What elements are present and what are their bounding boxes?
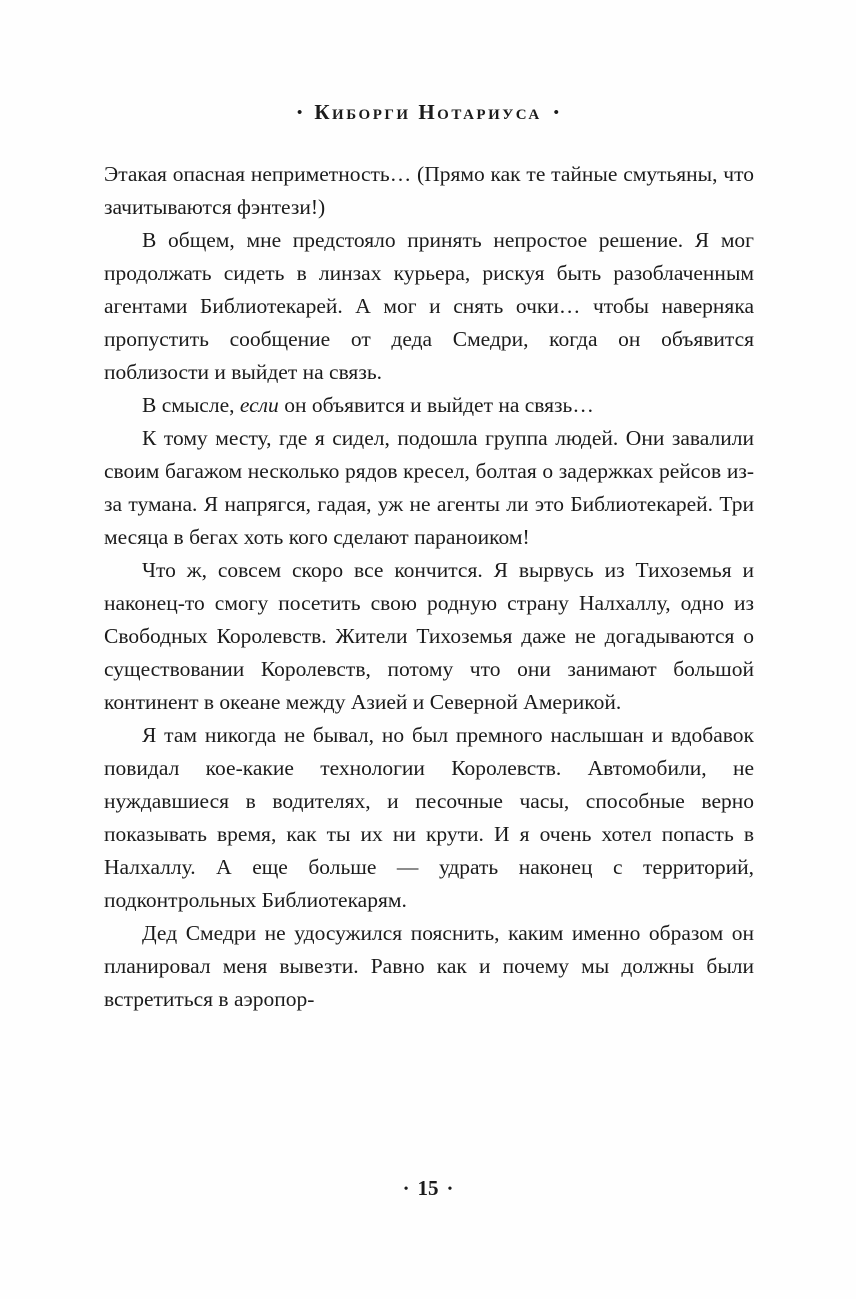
page-footer bbox=[0, 1176, 856, 1201]
text-block bbox=[104, 158, 754, 1016]
dot-ornament-icon: • bbox=[403, 1182, 409, 1197]
dot-ornament-icon: • bbox=[553, 105, 559, 121]
paragraph bbox=[104, 389, 754, 422]
body-text: он объявится и выйдет на связь… bbox=[278, 393, 594, 417]
paragraph bbox=[104, 554, 754, 719]
body-text: Что ж, совсем скоро все кончится. Я вырвусь из Тихоземья и наконец-то смогу посетить свою родную страну Налхаллу, одно из Свободных Королевств. Жители Тихоземья даже не догадываются о существовании Королевств, потому что они занимают большой континент в океане между Азией и Северной Америкой. bbox=[104, 558, 754, 714]
paragraph bbox=[104, 224, 754, 389]
dot-ornament-icon: • bbox=[447, 1182, 453, 1197]
italic-text: если bbox=[239, 393, 279, 417]
page-number: 15 bbox=[417, 1176, 439, 1200]
chapter-title: Киборги Нотариуса bbox=[314, 100, 542, 124]
body-text: К тому месту, где я сидел, подошла группа людей. Они завалили своим багажом несколько рядов кресел, болтая о задержках рейсов из-за тумана. Я напрягся, гадая, уж не агенты ли это Библиотекарей. Три месяца в бегах хоть кого сделают параноиком! bbox=[104, 426, 754, 549]
body-text: В смысле, bbox=[142, 393, 240, 417]
paragraph bbox=[104, 422, 754, 554]
body-text: Этакая опасная неприметность… (Прямо как те тайные смутьяны, что зачитываются фэнтези!) bbox=[104, 162, 754, 219]
body-text: В общем, мне предстояло принять непростое решение. Я мог продолжать сидеть в линзах курьера, рискуя быть разоблаченным агентами Библиотекарей. А мог и снять очки… чтобы наверняка пропустить сообщение от деда Смедри, когда он объявится поблизости и выйдет на связь. bbox=[104, 228, 754, 384]
dot-ornament-icon: • bbox=[297, 105, 303, 121]
running-header bbox=[0, 100, 856, 125]
paragraph bbox=[104, 158, 754, 224]
paragraph bbox=[104, 917, 754, 1016]
body-text: Я там никогда не бывал, но был премного наслышан и вдобавок повидал кое-какие технологии Королевств. Автомобили, не нуждавшиеся в водителях, и песочные часы, способные верно показывать время, как ты их ни крути. И я очень хотел попасть в Налхаллу. А еще больше — удрать наконец с территорий, подконтрольных Библиотекарям. bbox=[104, 723, 754, 912]
body-text: Дед Смедри не удосужился пояснить, каким именно образом он планировал меня вывезти. Равно как и почему мы должны были встретиться в аэропор- bbox=[104, 921, 754, 1011]
paragraph bbox=[104, 719, 754, 917]
